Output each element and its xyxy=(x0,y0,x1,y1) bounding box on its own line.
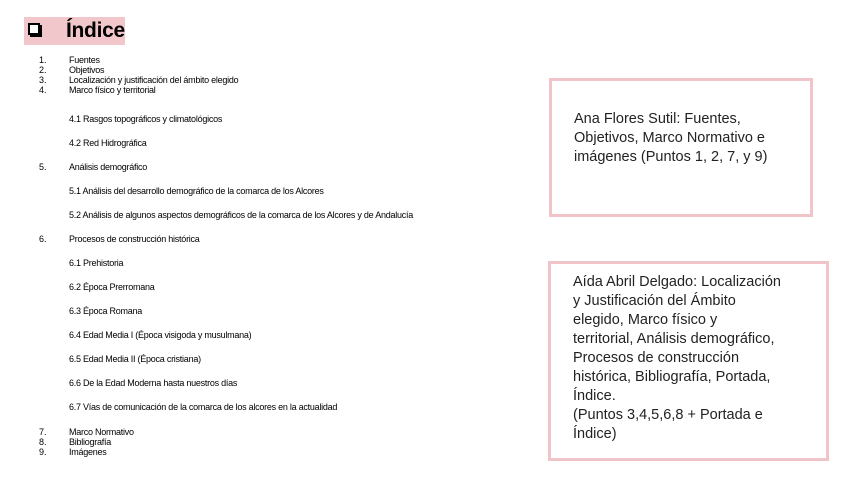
toc-subentry: 4.2 Red Hidrográfica xyxy=(69,138,147,148)
toc-entry: Objetivos xyxy=(69,65,105,75)
toc-subentry: 4.1 Rasgos topográficos y climatológicos xyxy=(69,114,223,124)
toc-entry: Marco Normativo xyxy=(69,427,134,437)
toc-subentry: 5.2 Análisis de algunos aspectos demográficos de la comarca de los Alcores y de Andalucía xyxy=(69,210,413,220)
author-box-aida xyxy=(548,261,829,461)
toc-entry: Fuentes xyxy=(69,55,100,65)
page-title: Índice xyxy=(66,19,125,42)
toc-subentry: 6.2 Época Prerromana xyxy=(69,282,155,292)
toc-number: 6. xyxy=(39,234,47,244)
toc-number: 2. xyxy=(39,65,47,75)
toc-subentry: 6.5 Edad Media II (Época cristiana) xyxy=(69,354,201,364)
checkbox-bullet-icon xyxy=(28,23,40,35)
toc-number: 8. xyxy=(39,437,47,447)
index-title-bar xyxy=(24,17,125,45)
toc-entry: Localización y justificación del ámbito elegido xyxy=(69,75,239,85)
toc-number: 1. xyxy=(39,55,47,65)
toc-number: 3. xyxy=(39,75,47,85)
toc-subentry: 6.3 Época Romana xyxy=(69,306,143,316)
author-box-ana-text: Ana Flores Sutil: Fuentes, Objetivos, Marco Normativo e imágenes (Puntos 1, 2, 7, y 9) xyxy=(574,111,768,165)
toc-subentry: 6.1 Prehistoria xyxy=(69,258,124,268)
toc-entry: Marco físico y territorial xyxy=(69,85,156,95)
toc-subentry: 6.6 De la Edad Moderna hasta nuestros días xyxy=(69,378,238,388)
toc-number: 7. xyxy=(39,427,47,437)
author-box-aida-text: Aída Abril Delgado: Localización y Justificación del Ámbito elegido, Marco físico y territorial, Análisis demográfico, Procesos de construcción histórica, Bibliografía, Portada, Índice. (Puntos 3,4,5,6,8 + Portada e Índice) xyxy=(573,274,781,442)
toc-subentry: 6.7 Vías de comunicación de la comarca de los alcores en la actualidad xyxy=(69,402,338,412)
toc-entry: Procesos de construcción histórica xyxy=(69,234,200,244)
toc-number: 9. xyxy=(39,447,47,457)
toc-entry: Imágenes xyxy=(69,447,107,457)
author-box-ana xyxy=(549,78,813,217)
toc-entry: Análisis demográfico xyxy=(69,162,148,172)
toc-number: 5. xyxy=(39,162,47,172)
toc-subentry: 5.1 Análisis del desarrollo demográfico de la comarca de los Alcores xyxy=(69,186,324,196)
toc-entry: Bibliografía xyxy=(69,437,112,447)
toc-number: 4. xyxy=(39,85,47,95)
toc-subentry: 6.4 Edad Media I (Época visigoda y musulmana) xyxy=(69,330,252,340)
